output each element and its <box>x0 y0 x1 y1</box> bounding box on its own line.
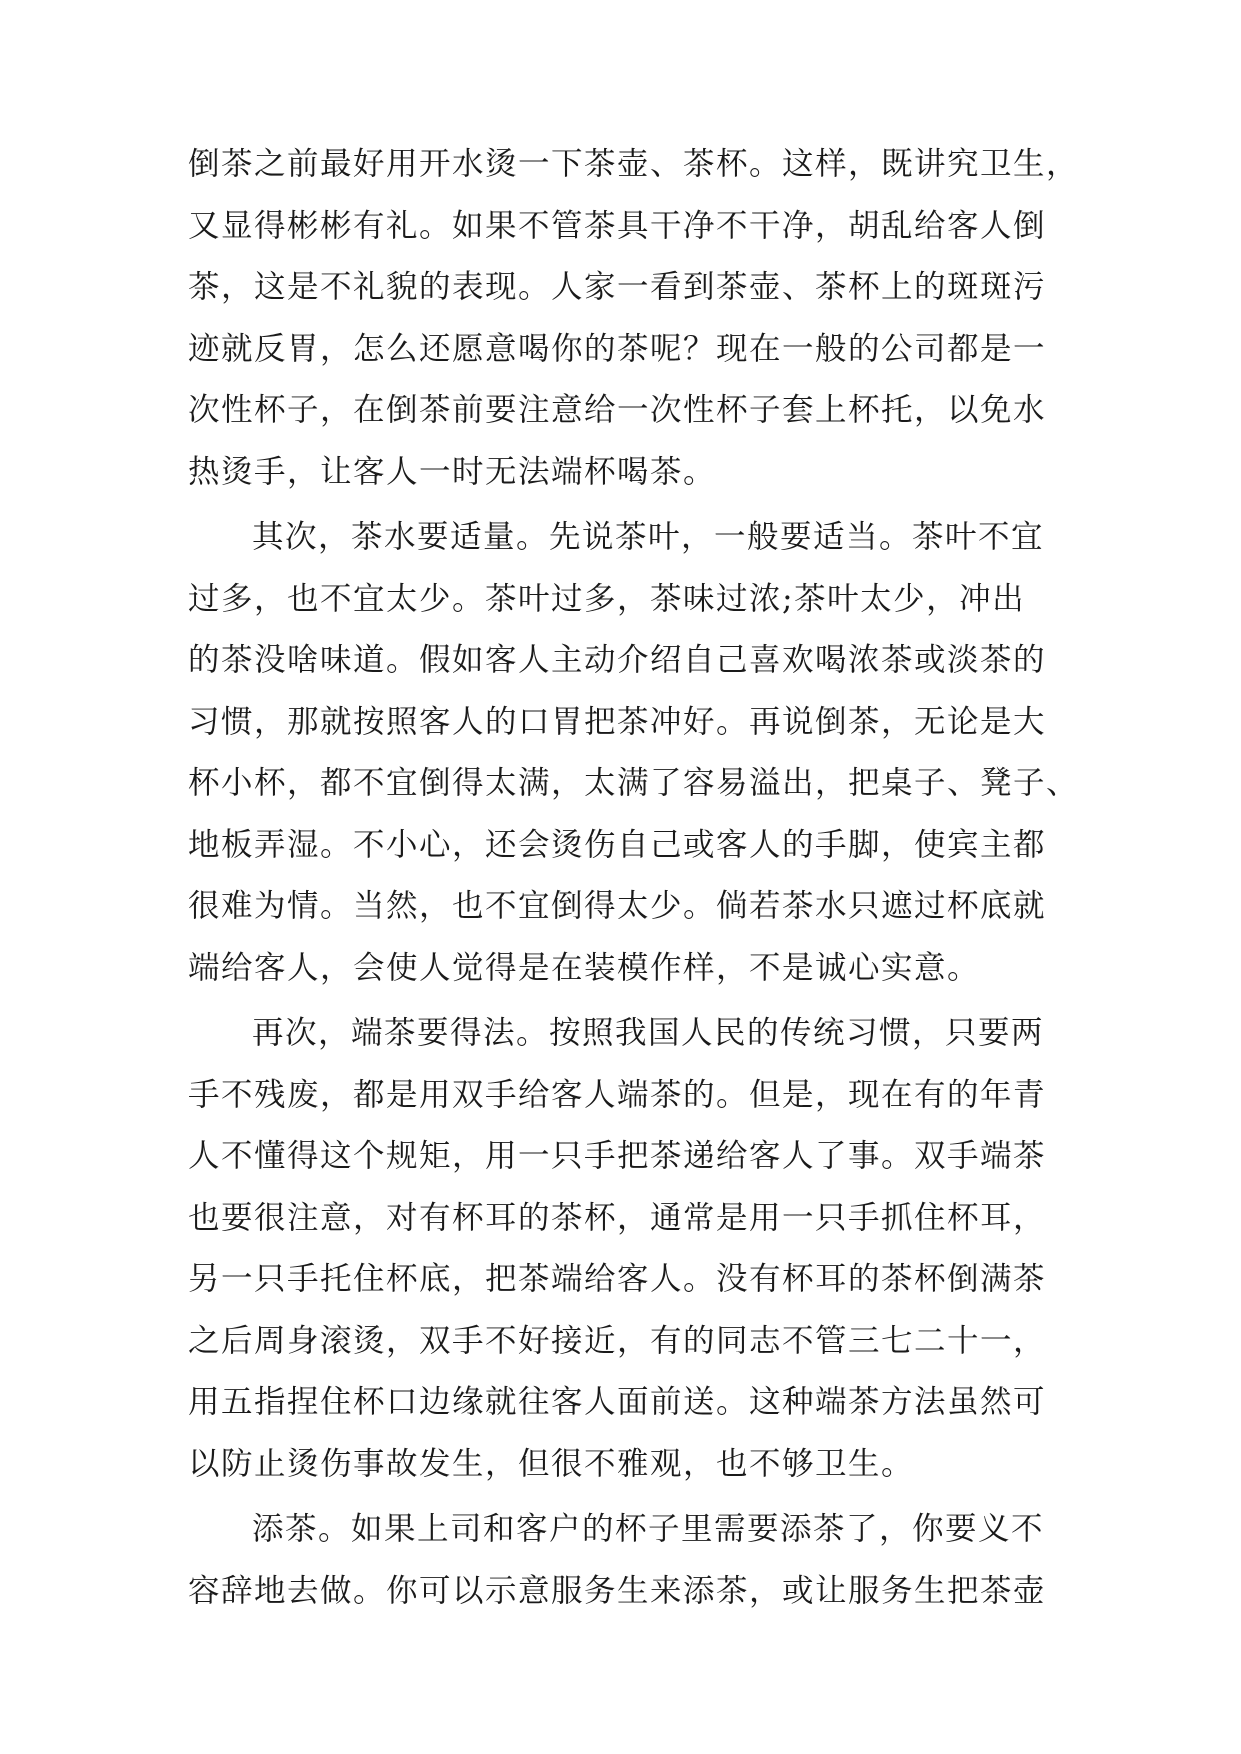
text-line: 地板弄湿。不小心，还会烫伤自己或客人的手脚，使宾主都 <box>188 826 1047 863</box>
paragraph-1 <box>188 134 1080 503</box>
document-body <box>188 134 1080 1622</box>
paragraph-2 <box>188 507 1080 999</box>
text-line: 也要很注意，对有杯耳的茶杯，通常是用一只手抓住杯耳， <box>188 1199 1047 1236</box>
text-line: 迹就反胃，怎么还愿意喝你的茶呢？现在一般的公司都是一 <box>188 330 1047 367</box>
paragraph-3 <box>188 1003 1058 1495</box>
text-line: 以防止烫伤事故发生，但很不雅观，也不够卫生。 <box>188 1445 915 1482</box>
text-line: 之后周身滚烫，双手不好接近，有的同志不管三七二十一， <box>188 1322 1047 1359</box>
text-line: 另一只手托住杯底，把茶端给客人。没有杯耳的茶杯倒满茶 <box>188 1261 1047 1297</box>
paragraph-4 <box>188 1499 1058 1622</box>
text-line: 容辞地去做。你可以示意服务生来添茶，或让服务生把茶壶 <box>188 1572 1047 1609</box>
text-line: 再次，端茶要得法。按照我国人民的传统习惯，只要两 <box>252 1015 1045 1051</box>
text-line: 手不残废，都是用双手给客人端茶的。但是，现在有的年青 <box>188 1076 1047 1113</box>
text-line: 其次，茶水要适量。先说茶叶，一般要适当。茶叶不宜 <box>252 519 1045 555</box>
text-line: 人不懂得这个规矩，用一只手把茶递给客人了事。双手端茶 <box>188 1138 1047 1174</box>
text-line: 端给客人，会使人觉得是在装模作样，不是诚心实意。 <box>188 949 981 986</box>
text-line: 热烫手，让客人一时无法端杯喝茶。 <box>188 453 717 490</box>
text-line: 又显得彬彬有礼。如果不管茶具干净不干净，胡乱给客人倒 <box>188 207 1047 244</box>
text-line: 茶，这是不礼貌的表现。人家一看到茶壶、茶杯上的斑斑污 <box>188 269 1047 305</box>
text-line: 次性杯子，在倒茶前要注意给一次性杯子套上杯托，以免水 <box>188 392 1047 428</box>
text-line: 添茶。如果上司和客户的杯子里需要添茶了，你要义不 <box>252 1511 1045 1547</box>
text-line: 杯小杯，都不宜倒得太满，太满了容易溢出，把桌子、凳子、 <box>188 765 1080 801</box>
text-line: 倒茶之前最好用开水烫一下茶壶、茶杯。这样，既讲究卫生， <box>188 146 1080 182</box>
text-line: 的茶没啥味道。假如客人主动介绍自己喜欢喝浓茶或淡茶的 <box>188 642 1047 678</box>
text-line: 过多，也不宜太少。茶叶过多，茶味过浓;茶叶太少，冲出 <box>188 580 1026 617</box>
text-line: 习惯，那就按照客人的口胃把茶冲好。再说倒茶，无论是大 <box>188 703 1047 740</box>
text-line: 很难为情。当然，也不宜倒得太少。倘若茶水只遮过杯底就 <box>188 888 1047 924</box>
text-line: 用五指捏住杯口边缘就往客人面前送。这种端茶方法虽然可 <box>188 1384 1047 1420</box>
